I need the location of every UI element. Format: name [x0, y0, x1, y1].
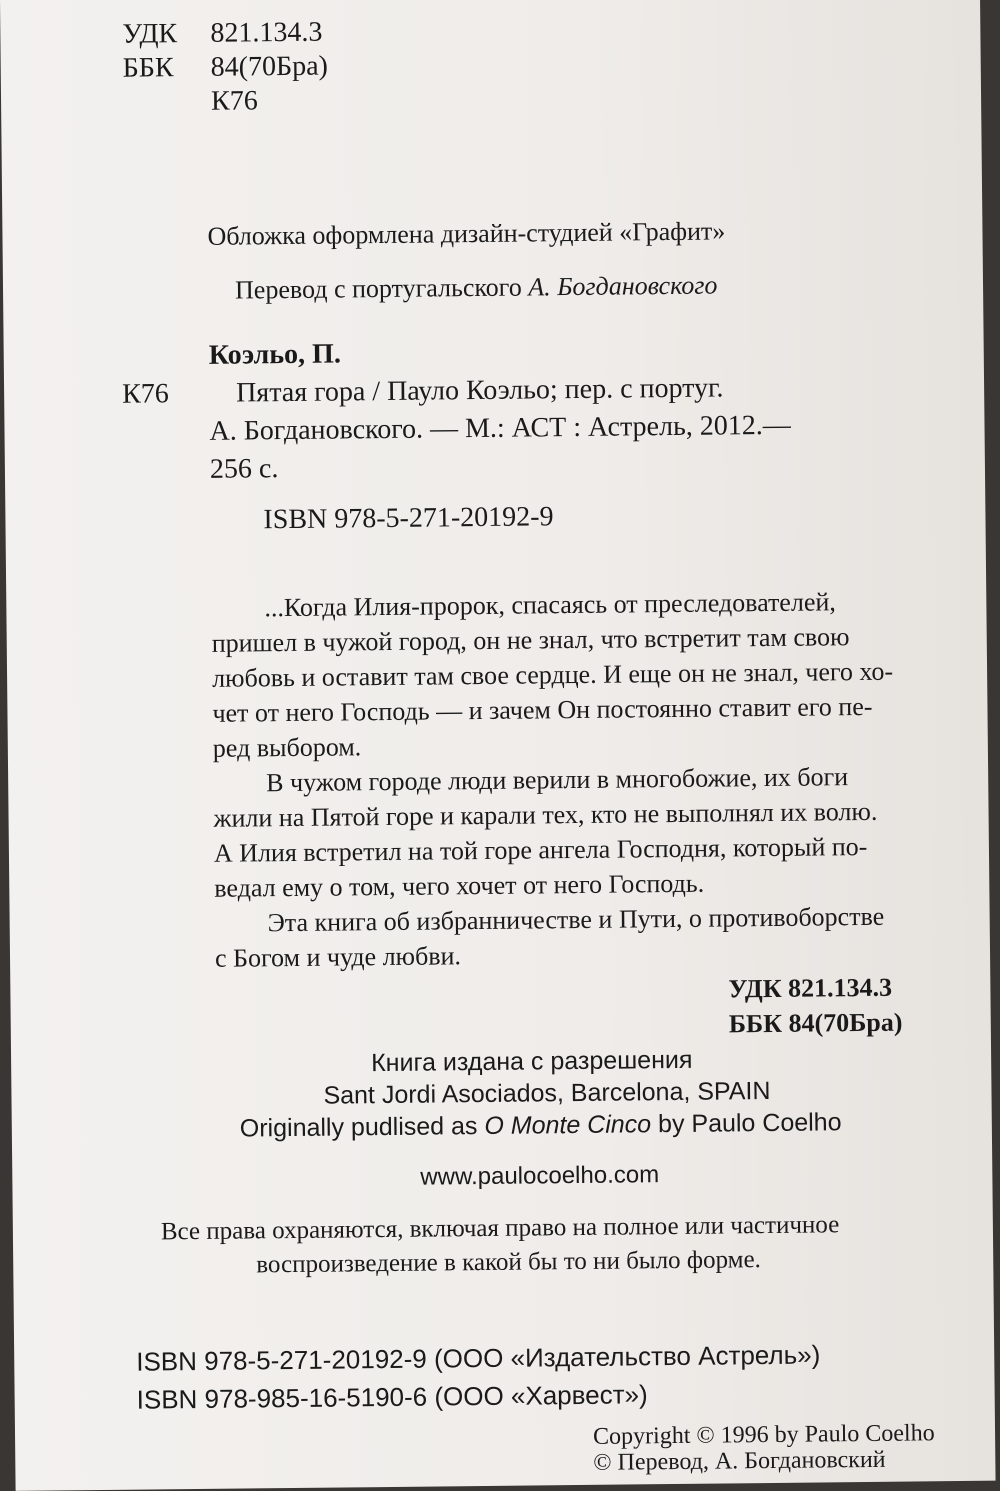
- catalog-line-3: 256 с.: [209, 453, 279, 485]
- translation-credit: [235, 271, 718, 306]
- udk-header-line: [122, 17, 322, 51]
- catalog-line-1: Пятая гора / Пауло Коэльо; пер. с португ.: [235, 372, 724, 409]
- permission-line-1: Книга издана с разрешения: [371, 1045, 693, 1078]
- catalog-author: Коэльо, П.: [208, 338, 342, 371]
- original-title-suffix: by Paulo Coelho: [650, 1108, 842, 1139]
- annotation-line: ред выбором.: [212, 732, 362, 763]
- annotation-line: пришел в чужой город, он не знал, что встретит там свою: [211, 622, 850, 658]
- catalog-line-2: А. Богдановского. — М.: АСТ : Астрель, 2012.—: [209, 409, 791, 447]
- udk-bottom: УДК 821.134.3: [728, 972, 893, 1004]
- translation-prefix: Перевод с португальского: [234, 272, 529, 305]
- annotation-line: чет от него Господь — и зачем Он постоянно ставит его пе-: [212, 691, 873, 728]
- permission-line-3: [240, 1108, 842, 1143]
- annotation-line: жили на Пятой горе и карали тех, кто не выполнял их волю.: [213, 796, 878, 833]
- udk-label: УДК: [122, 18, 178, 50]
- website-link: www.paulocoelho.com: [420, 1161, 660, 1191]
- annotation-line: любовь и оставит там свое сердце. И еще он не знал, чего хо-: [211, 656, 894, 693]
- translator-name: А. Богдановского: [528, 270, 718, 302]
- bbk-label: ББК: [122, 52, 174, 84]
- author-sign-header: К76: [210, 85, 258, 117]
- rights-line-2: воспроизведение в какой бы то ни было форме.: [256, 1246, 761, 1279]
- annotation-line: В чужом городе люди верили в многобожие, их боги: [266, 762, 849, 798]
- isbn-line-1: ISBN 978-5-271-20192-9 (ООО «Издательство Астрель»): [136, 1339, 821, 1377]
- permission-line-2: Sant Jordi Asociados, Barcelona, SPAIN: [323, 1076, 771, 1110]
- annotation-line: ведал ему о том, чего хочет от него Господь.: [214, 868, 705, 903]
- original-title-prefix: Originally pudlised as: [239, 1111, 485, 1143]
- copyright-line-1: Copyright © 1996 by Paulo Coelho: [592, 1420, 935, 1450]
- annotation-line: Эта книга об избранничестве и Пути, о противоборстве: [267, 901, 885, 938]
- catalog-isbn: ISBN 978-5-271-20192-9: [263, 501, 554, 536]
- bbk-header-line: [123, 51, 328, 85]
- annotation-line: ...Когда Илия-пророк, спасаясь от преследователей,: [264, 587, 836, 623]
- bbk-value: 84(70Бра): [210, 50, 329, 83]
- annotation-line: А Илия встретил на той горе ангела Господня, который по-: [213, 831, 868, 868]
- show-through-text: [395, 0, 411, 43]
- catalog-sign: К76: [121, 378, 169, 410]
- annotation-line: с Богом и чуде любви.: [214, 941, 462, 973]
- isbn-line-2: ISBN 978-985-16-5190-6 (ООО «Харвест»): [136, 1379, 648, 1415]
- copyright-line-2: © Перевод, А. Богдановский: [593, 1446, 886, 1476]
- rights-line-1: Все права охраняются, включая право на полное или частичное: [160, 1211, 840, 1246]
- udk-value: 821.134.3: [210, 16, 323, 49]
- bbk-bottom: ББК 84(70Бра): [728, 1007, 903, 1039]
- original-title: O Monte Cinco: [484, 1110, 652, 1140]
- cover-design-credit: Обложка оформлена дизайн-студией «Графит»: [207, 216, 726, 251]
